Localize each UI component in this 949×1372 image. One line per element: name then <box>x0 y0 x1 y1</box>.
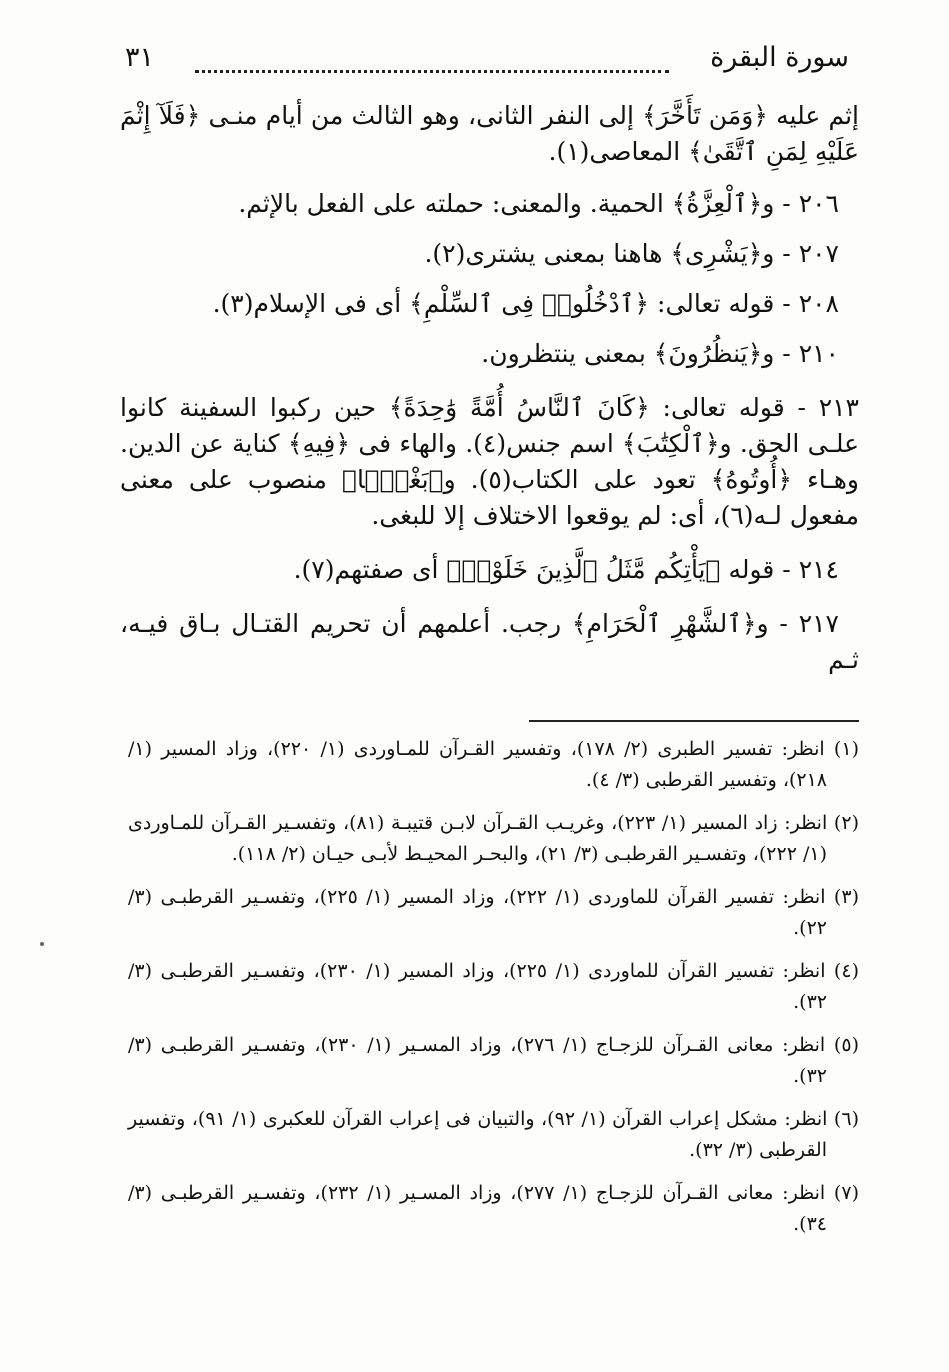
footnote-2: (٢) انظر: زاد المسير (١/ ٢٢٣)، وغريـب القـرآن لابـن قتيبـة (٨١)، وتفسـير القـرآن للمـاوردى (١/ ٢٢٢)، وتفسـير القرطبـى (٣/ ٢١)، والبحـر المحيـط لأبـى حيـان (٢/ ١١٨). <box>128 812 859 865</box>
paragraph-206: ٢٠٦ - و﴿ٱلْعِزَّةُ﴾ الحمية. والمعنى: حملته على الفعل بالإثم. <box>238 189 839 218</box>
page-number: ٣١ <box>125 42 155 73</box>
footnote-3: (٣) انظر: تفسير القرآن للماوردى (١/ ٢٢٢)، وزاد المسير (١/ ٢٢٥)، وتفسـير القرطبـى (٣/ ٢٢). <box>128 886 859 939</box>
paragraph-207: ٢٠٧ - و﴿يَشْرِى﴾ هاهنا بمعنى يشترى(٢). <box>424 239 839 268</box>
footnote-1: (١) انظر: تفسير الطبرى (٢/ ١٧٨)، وتفسير القـرآن للمـاوردى (١/ ٢٢٠)، وزاد المسير (١/ ٢١٨)، وتفسير القرطبى (٣/ ٤). <box>128 738 859 791</box>
paragraph-214: ٢١٤ - قوله ﴿يَأْتِكُم مَّثَلُ ٱلَّذِينَ خَلَوْا۟﴾ أى صفتهم(٧). <box>293 555 839 584</box>
paragraph-213: ٢١٣ - قوله تعالى: ﴿كَانَ ٱلنَّاسُ أُمَّةً وَٰحِدَةً﴾ حين ركبوا السفينة كانوا علـى الحق. و﴿ٱلْكِتَٰبَ﴾ اسم جنس(٤). والهاء فى ﴿فِيهِ﴾ كناية عن الدين. وهـاء ﴿أُوتُوهُ﴾ تعود على الكتاب(٥). و﴿بَغْيًۢا﴾ منصوب على معنى مفعول لـه(٦)، أى: لم يوقعوا الاختلاف إلا للبغى. <box>120 393 860 530</box>
header-leader-dots <box>195 70 669 73</box>
footnote-4: (٤) انظر: تفسير القرآن للماوردى (١/ ٢٢٥)، وزاد المسير (١/ ٢٣٠)، وتفسـير القرطبـى (٣/ ٣٢). <box>128 960 859 1013</box>
footnote-6: (٦) انظر: مشكل إعراب القرآن (١/ ٩٢)، والتبيان فى إعراب القرآن للعكبرى (١/ ٩١)، وتفسير القرطبى (٣/ ٣٢). <box>128 1108 859 1161</box>
main-text <box>120 98 859 678</box>
sura-title: سورة البقرة <box>710 42 849 73</box>
paragraph-210: ٢١٠ - و﴿يَنظُرُونَ﴾ بمعنى ينتظرون. <box>481 339 839 368</box>
footnote-5: (٥) انظر: معانى القـرآن للزجـاج (١/ ٢٧٦)، وزاد المسـير (١/ ٢٣٠)، وتفسـير القرطبـى (٣/ ٣٢). <box>128 1034 859 1087</box>
footnotes <box>128 734 859 1252</box>
footnote-7: (٧) انظر: معانى القـرآن للزجـاج (١/ ٢٧٧)، وزاد المسـير (١/ ٢٣٢)، وتفسـير القرطبـى (٣/ ٣٤). <box>128 1182 859 1235</box>
paragraph-208: ٢٠٨ - قوله تعالى: ﴿ٱدْخُلُوا۟ فِى ٱلسِّلْمِ﴾ أى فى الإسلام(٣). <box>212 289 839 318</box>
paragraph-217: ٢١٧ - و﴿ٱلشَّهْرِ ٱلْحَرَامِ﴾ رجب. أعلمهم أن تحريم القتـال بـاق فيـه، ثـم <box>120 609 859 674</box>
paragraph-continuation: إثم عليه ﴿وَمَن تَأَخَّرَ﴾ إلى النفر الثانى، وهو الثالث من أيام منـى ﴿فَلَآ إِثْمَ عَلَيْهِ لِمَنِ ٱتَّقَىٰ﴾ المعاصى(١). <box>120 101 859 166</box>
running-header <box>125 40 849 90</box>
scan-speck <box>40 942 44 946</box>
footnote-separator <box>529 720 859 722</box>
